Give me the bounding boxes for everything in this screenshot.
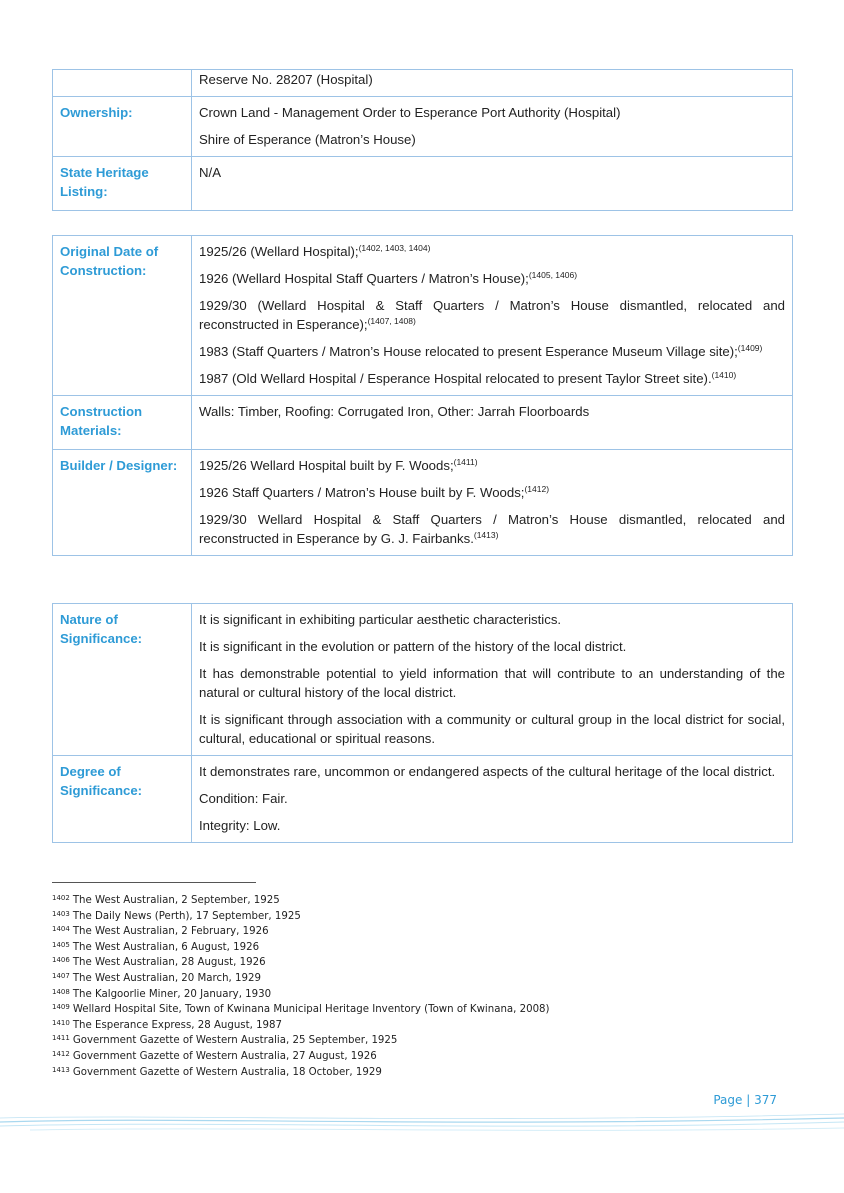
value-cell (192, 236, 793, 396)
footnote (52, 1049, 550, 1065)
construction-table (52, 235, 793, 556)
date-item (199, 296, 785, 334)
original-date-label: Original Date of Construction: (53, 236, 192, 396)
footnote (52, 971, 550, 987)
footnote-divider (52, 882, 256, 883)
footnote-text: The West Australian, 2 September, 1925 (72, 895, 280, 906)
degree-label: Degree of Significance: (53, 756, 192, 843)
materials-label: Construction Materials: (53, 396, 192, 450)
builder-item-text: 1926 Staff Quarters / Matron’s House built by F. Woods; (199, 485, 525, 500)
footnote (52, 987, 550, 1003)
footnote-number: 1411 (52, 1034, 70, 1043)
footnote-text: The Esperance Express, 28 August, 1987 (72, 1019, 282, 1031)
footnote (52, 893, 550, 909)
nature-item: It is significant in the evolution or pattern of the history of the local district. (199, 639, 627, 654)
builder-label: Builder / Designer: (53, 450, 192, 556)
footnote-text: The Daily News (Perth), 17 September, 1925 (72, 910, 301, 922)
footnote (52, 955, 550, 971)
table-row (53, 157, 793, 211)
footnote-text: The West Australian, 6 August, 1926 (72, 941, 260, 953)
value-cell (192, 756, 793, 843)
heritage-listing-label: State Heritage Listing: (53, 157, 192, 211)
footnote-ref: (1407, 1408) (367, 316, 416, 326)
value-cell (192, 604, 793, 756)
page-number: Page | 377 (713, 1093, 777, 1107)
value-cell (192, 450, 793, 556)
footnote-number: 1405 (52, 940, 70, 949)
footnote-number: 1403 (52, 909, 70, 918)
date-item (199, 369, 785, 388)
decorative-wave-lines (0, 1108, 844, 1138)
footnote-ref: (1412) (524, 484, 550, 494)
footnote-number: 1404 (52, 925, 70, 934)
materials-value: Walls: Timber, Roofing: Corrugated Iron, Other: Jarrah Floorboards (199, 404, 590, 419)
builder-item (199, 510, 785, 548)
nature-item: It is significant through association with a community or cultural group in the local district for social, cultural, educational or spiritual reasons. (199, 712, 785, 746)
footnote-ref: (1411) (453, 457, 478, 467)
reserve-number: Reserve No. 28207 (Hospital) (199, 72, 373, 87)
ownership-value: Shire of Esperance (Matron’s House) (199, 132, 416, 147)
footnote-ref: (1413) (473, 530, 499, 540)
footnote-ref: (1405, 1406) (528, 270, 578, 280)
footnote-text: Government Gazette of Western Australia, 27 August, 1926 (72, 1050, 377, 1062)
table-row (53, 97, 793, 157)
degree-item: Integrity: Low. (199, 818, 281, 833)
date-item-text: 1987 (Old Wellard Hospital / Esperance Hospital relocated to present Taylor Street site). (199, 371, 712, 386)
footnote-number: 1412 (52, 1049, 70, 1058)
footnote-ref: (1410) (711, 370, 737, 380)
value-cell (192, 70, 793, 97)
footnote-text: Government Gazette of Western Australia, 18 October, 1929 (72, 1066, 382, 1078)
value-cell (192, 97, 793, 157)
footnote (52, 1065, 550, 1081)
significance-table (52, 603, 793, 843)
date-item-text: 1926 (Wellard Hospital Staff Quarters / Matron’s House); (199, 271, 529, 286)
date-item-text: 1983 (Staff Quarters / Matron’s House relocated to present Esperance Museum Village site); (199, 344, 738, 359)
footnote-text: The West Australian, 2 February, 1926 (72, 926, 269, 938)
value-cell (192, 157, 793, 211)
footnote-text: The West Australian, 20 March, 1929 (72, 972, 261, 984)
footnote (52, 909, 550, 925)
degree-item: It demonstrates rare, uncommon or endangered aspects of the cultural heritage of the local district. (199, 764, 776, 779)
footnote-ref: (1409) (737, 343, 763, 353)
empty-label-cell (53, 70, 192, 97)
table-row (53, 396, 793, 450)
footnote-text: Wellard Hospital Site, Town of Kwinana Municipal Heritage Inventory (Town of Kwinana, 2008) (72, 1004, 550, 1016)
table-row (53, 236, 793, 396)
footnote-number: 1409 (52, 1003, 70, 1012)
nature-item: It is significant in exhibiting particular aesthetic characteristics. (199, 612, 562, 627)
footnote-number: 1406 (52, 956, 70, 965)
builder-item (199, 456, 785, 475)
footnote (52, 1033, 550, 1049)
table-row (53, 450, 793, 556)
footnote (52, 940, 550, 956)
value-cell (192, 396, 793, 450)
builder-item-text: 1929/30 Wellard Hospital & Staff Quarters / Matron’s House dismantled, relocated and reconstructed in Esperance by G. J. Fairbanks. (199, 512, 785, 546)
table-row (53, 70, 793, 97)
date-item (199, 269, 785, 288)
nature-label: Nature of Significance: (53, 604, 192, 756)
builder-item-text: 1925/26 Wellard Hospital built by F. Woods; (199, 458, 454, 473)
table-row (53, 604, 793, 756)
footnote (52, 1018, 550, 1034)
reserve-ownership-table (52, 69, 793, 211)
nature-item: It has demonstrable potential to yield information that will contribute to an understanding of the natural or cultural history of the local district. (199, 666, 785, 700)
footnote-number: 1410 (52, 1018, 70, 1027)
footnote-number: 1408 (52, 987, 70, 996)
footnote (52, 924, 550, 940)
footnote-number: 1402 (52, 894, 70, 902)
footnote-text: The West Australian, 28 August, 1926 (72, 957, 266, 969)
builder-item (199, 483, 785, 502)
date-item (199, 342, 785, 361)
ownership-value: Crown Land - Management Order to Esperance Port Authority (Hospital) (199, 105, 621, 120)
date-item-text: 1925/26 (Wellard Hospital); (199, 244, 359, 259)
date-item (199, 242, 785, 261)
footnote-text: Government Gazette of Western Australia, 25 September, 1925 (72, 1035, 398, 1047)
ownership-label: Ownership: (53, 97, 192, 157)
footnotes (52, 893, 550, 1080)
footnote-ref: (1402, 1403, 1404) (358, 243, 431, 253)
footnote (52, 1002, 550, 1018)
heritage-listing-value: N/A (199, 165, 221, 180)
footnote-number: 1407 (52, 971, 70, 980)
degree-item: Condition: Fair. (199, 791, 288, 806)
footnote-number: 1413 (52, 1065, 70, 1074)
table-row (53, 756, 793, 843)
footnote-text: The Kalgoorlie Miner, 20 January, 1930 (72, 988, 272, 1000)
date-item-text: 1929/30 (Wellard Hospital & Staff Quarters / Matron’s House dismantled, relocated and reconstructed in Esperance); (199, 298, 785, 332)
